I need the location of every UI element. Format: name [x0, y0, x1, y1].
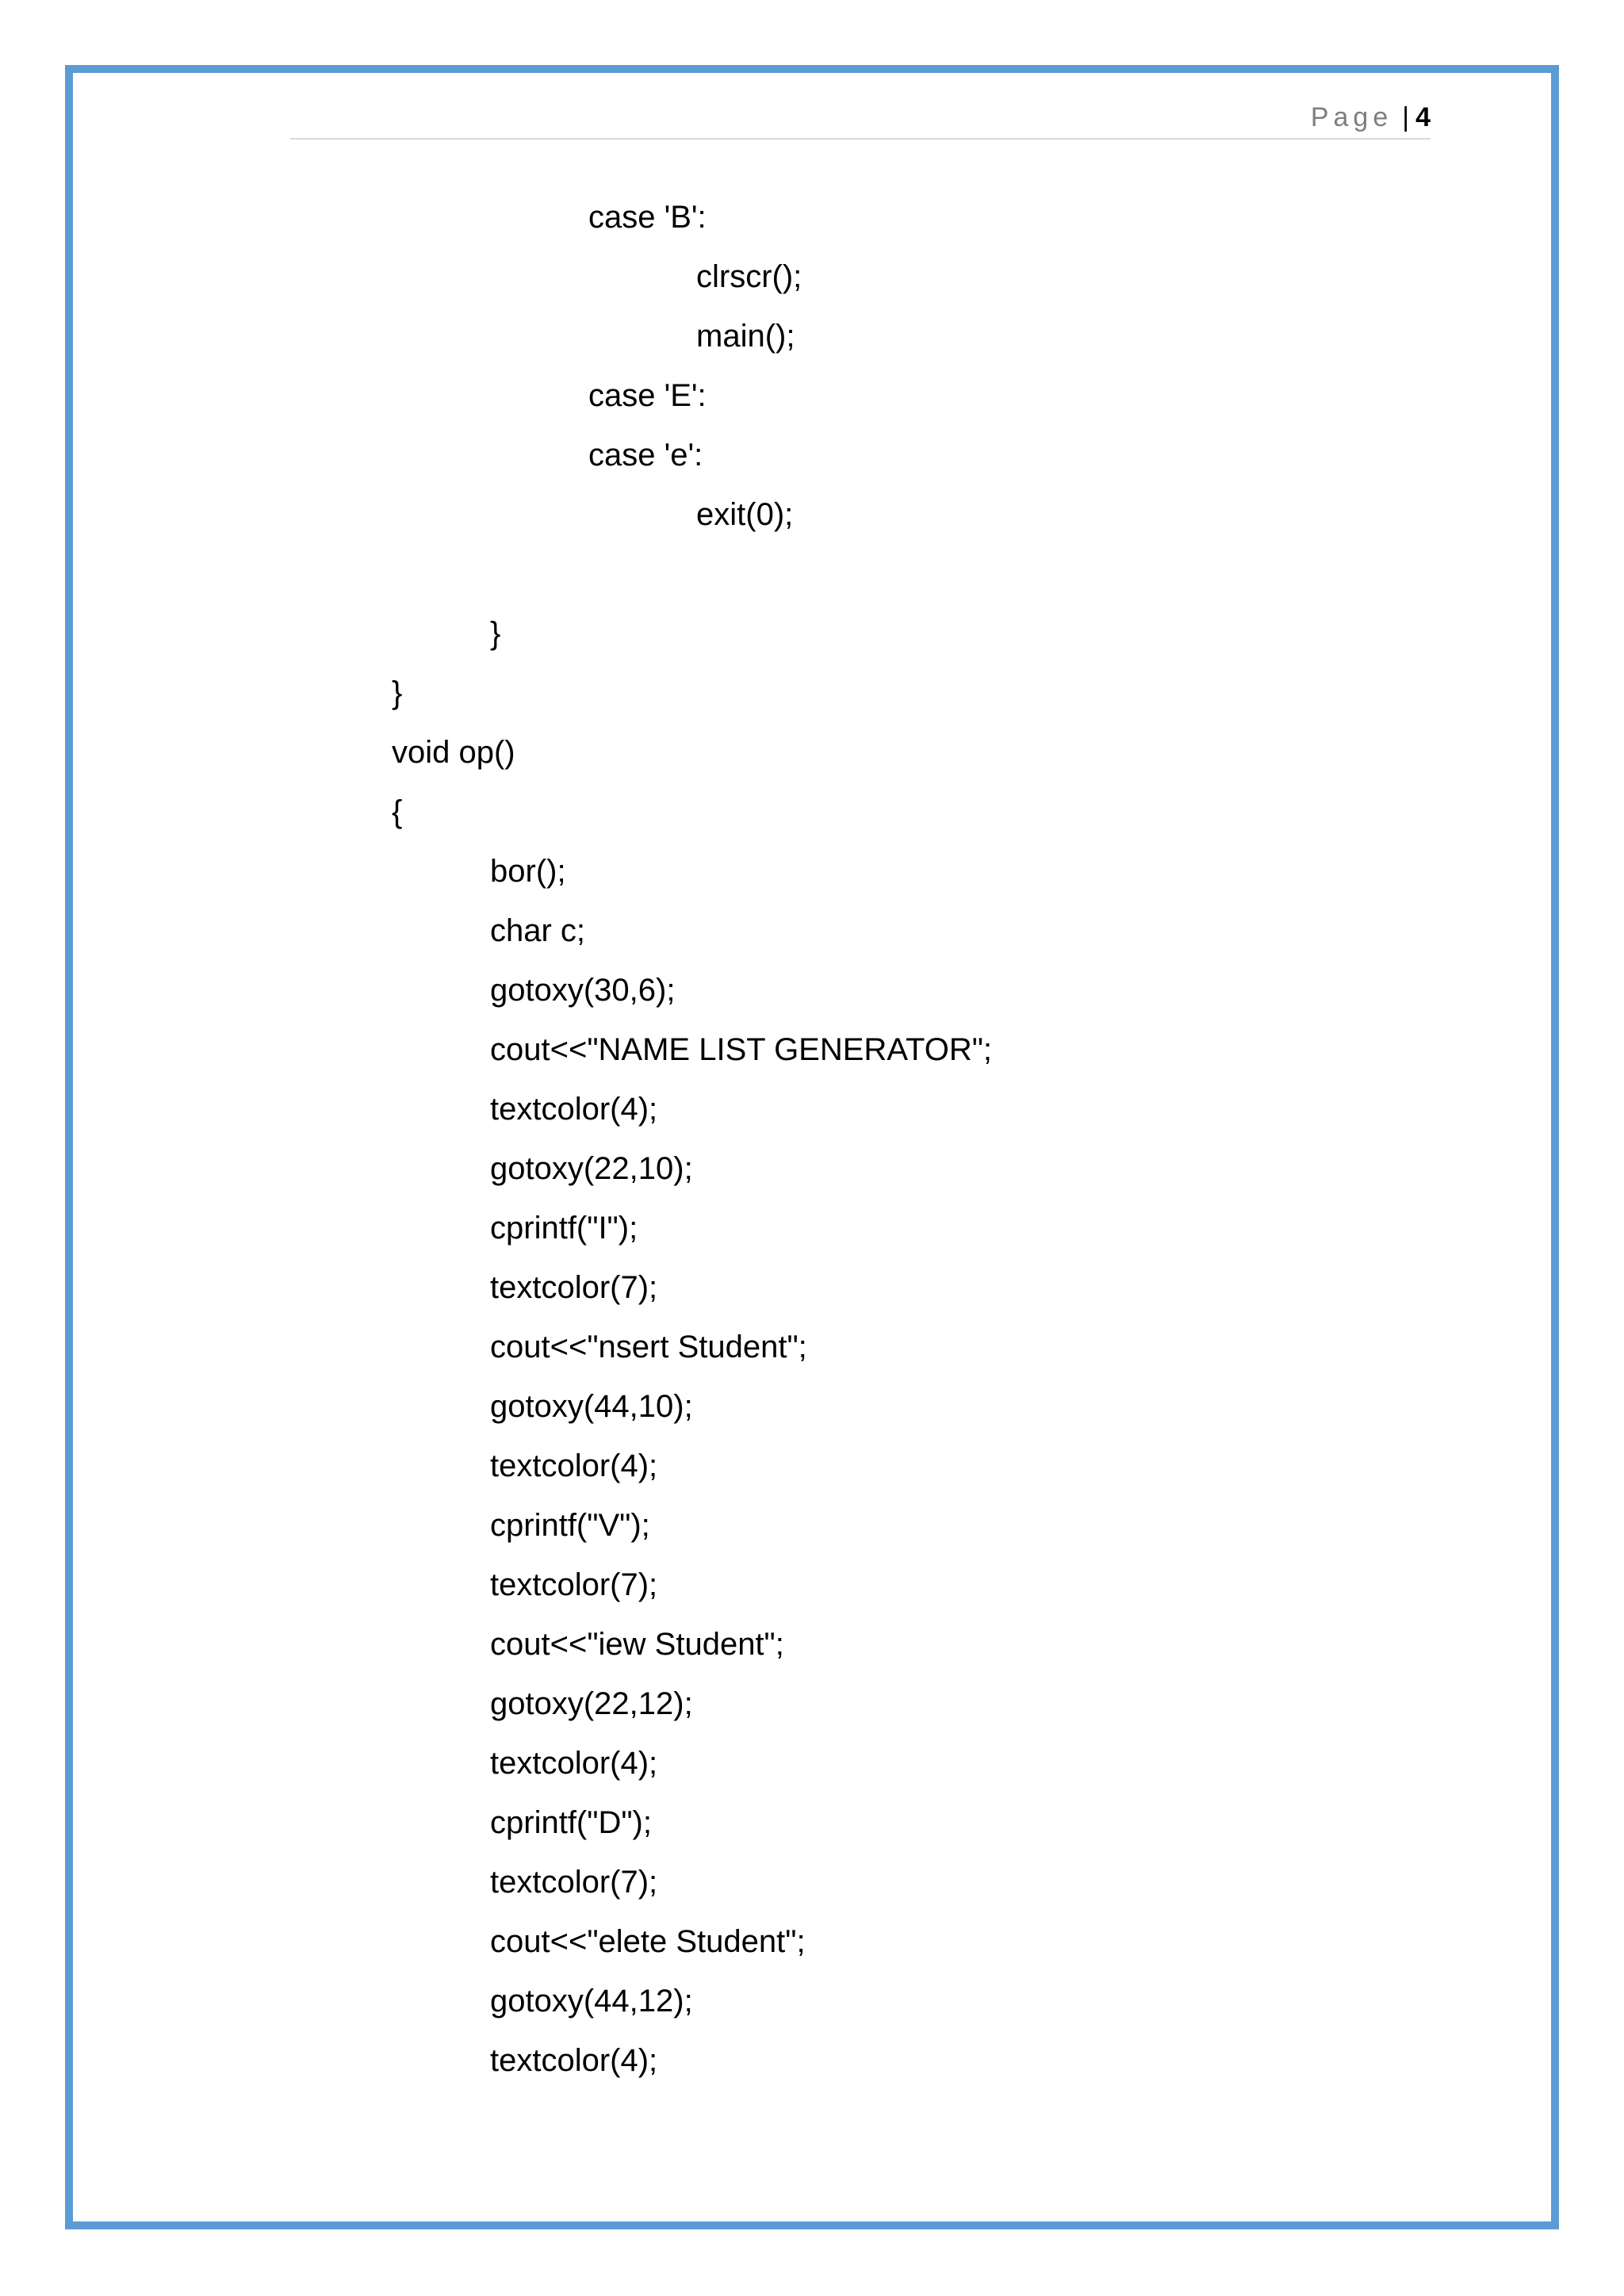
code-line: case 'e':: [588, 438, 703, 473]
code-line: textcolor(7);: [490, 1865, 658, 1900]
code-line: }: [392, 675, 403, 710]
code-line: main();: [696, 319, 795, 354]
code-line: {: [392, 794, 403, 829]
code-line: cout<<"elete Student";: [490, 1924, 806, 1959]
code-line: gotoxy(22,10);: [490, 1151, 693, 1186]
code-line: cprintf("D");: [490, 1805, 652, 1840]
code-line: cprintf("V");: [490, 1508, 650, 1543]
code-line: gotoxy(44,12);: [490, 1984, 693, 2019]
page-number-label: [1311, 101, 1431, 133]
code-line: textcolor(7);: [490, 1270, 658, 1305]
page-border: [65, 65, 1559, 2229]
code-line: case 'E':: [588, 378, 707, 413]
page-header: [290, 101, 1431, 140]
code-line: clrscr();: [696, 259, 802, 294]
code-line: }: [490, 616, 501, 651]
code-line: cout<<"iew Student";: [490, 1627, 784, 1662]
code-line: textcolor(4);: [490, 2043, 658, 2078]
code-line: void op(): [392, 735, 515, 770]
code-line: textcolor(4);: [490, 1746, 658, 1781]
code-line: gotoxy(44,10);: [490, 1389, 693, 1424]
code-line: textcolor(4);: [490, 1448, 658, 1483]
code-line: cout<<"NAME LIST GENERATOR";: [490, 1032, 993, 1067]
code-line: cprintf("I");: [490, 1211, 638, 1246]
code-line: exit(0);: [696, 497, 794, 532]
page-separator: |: [1402, 102, 1410, 132]
code-line: case 'B':: [588, 200, 707, 235]
code-line: textcolor(7);: [490, 1567, 658, 1602]
code-line: cout<<"nsert Student";: [490, 1330, 807, 1364]
code-line: gotoxy(30,6);: [490, 973, 676, 1008]
code-line: bor();: [490, 854, 566, 889]
code-line: textcolor(4);: [490, 1092, 658, 1127]
code-line: char c;: [490, 913, 586, 948]
code-line: gotoxy(22,12);: [490, 1686, 693, 1721]
page-number: 4: [1415, 102, 1431, 132]
page-word: Page: [1310, 102, 1393, 132]
